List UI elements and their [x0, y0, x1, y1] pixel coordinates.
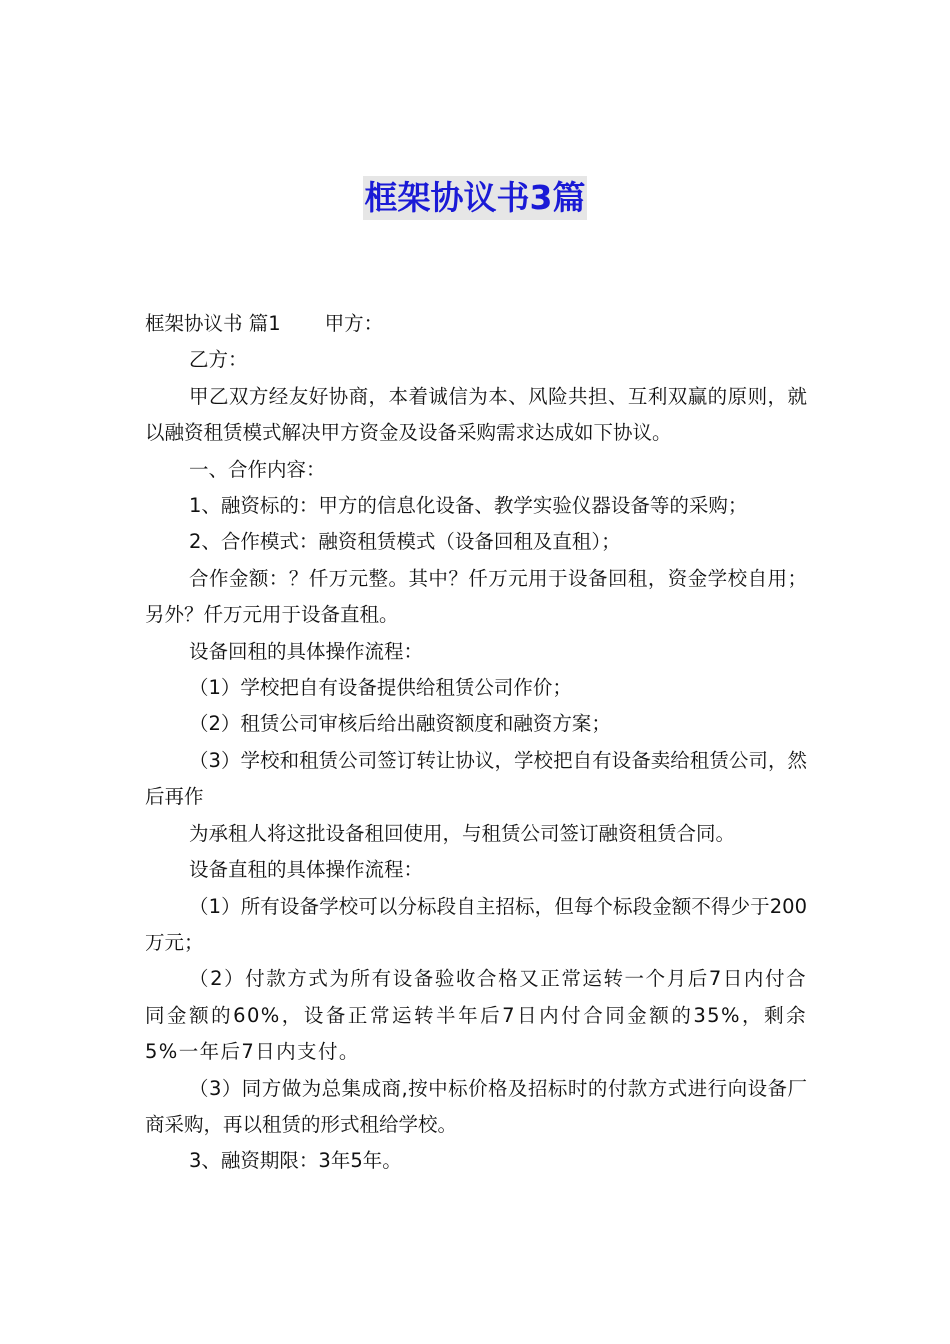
direct-lease-step-2: （2）付款方式为所有设备验收合格又正常运转一个月后7日内付合同金额的60%，设备正常运转半年后7日内付合同金额的35%，剩余5%一年后7日内支付。	[145, 967, 807, 1064]
paragraph-intro: 甲乙双方经友好协商，本着诚信为本、风险共担、互利双赢的原则，就以融资租赁模式解决甲方资金及设备采购需求达成如下协议。	[145, 384, 807, 445]
direct-lease-process-heading: 设备直租的具体操作流程：	[189, 858, 424, 882]
party-b-label: 乙方：	[189, 348, 248, 372]
leaseback-step-3: （3）学校和租赁公司签订转让协议，学校把自有设备卖给租赁公司，然后再作	[145, 748, 807, 809]
financing-term: 3、融资期限：3年5年。	[189, 1149, 402, 1173]
direct-lease-step-3: （3）同方做为总集成商,按中标价格及招标时的付款方式进行向设备厂商采购，再以租赁的形式租给学校。	[145, 1076, 807, 1136]
leaseback-step-2: （2）租赁公司审核后给出融资额度和融资方案；	[189, 712, 611, 736]
paragraph-financing-target: 1、融资标的：甲方的信息化设备、教学实验仪器设备等的采购；	[189, 494, 748, 518]
leaseback-step-3-continued: 为承租人将这批设备租回使用，与租赁公司签订融资租赁合同。	[189, 821, 736, 845]
heading-line	[145, 306, 807, 342]
section-heading: 框架协议书 篇1	[145, 312, 281, 335]
document-body	[145, 306, 807, 1180]
party-a-label: 甲方：	[324, 312, 384, 335]
direct-lease-step-1: （1）所有设备学校可以分标段自主招标，但每个标段金额不得少于200万元；	[145, 894, 807, 954]
paragraph-cooperation-amount: 合作金额：？仟万元整。其中？仟万元用于设备回租，资金学校自用；另外？仟万元用于设备直租。	[145, 566, 807, 627]
paragraph-cooperation-mode: 2、合作模式：融资租赁模式（设备回租及直租）；	[189, 530, 621, 554]
title-container	[0, 176, 950, 220]
leaseback-process-heading: 设备回租的具体操作流程：	[189, 639, 424, 663]
section-cooperation-heading: 一、合作内容：	[189, 457, 326, 481]
leaseback-step-1: （1）学校把自有设备提供给租赁公司作价；	[189, 676, 572, 700]
document-title: 框架协议书3篇	[363, 176, 588, 220]
